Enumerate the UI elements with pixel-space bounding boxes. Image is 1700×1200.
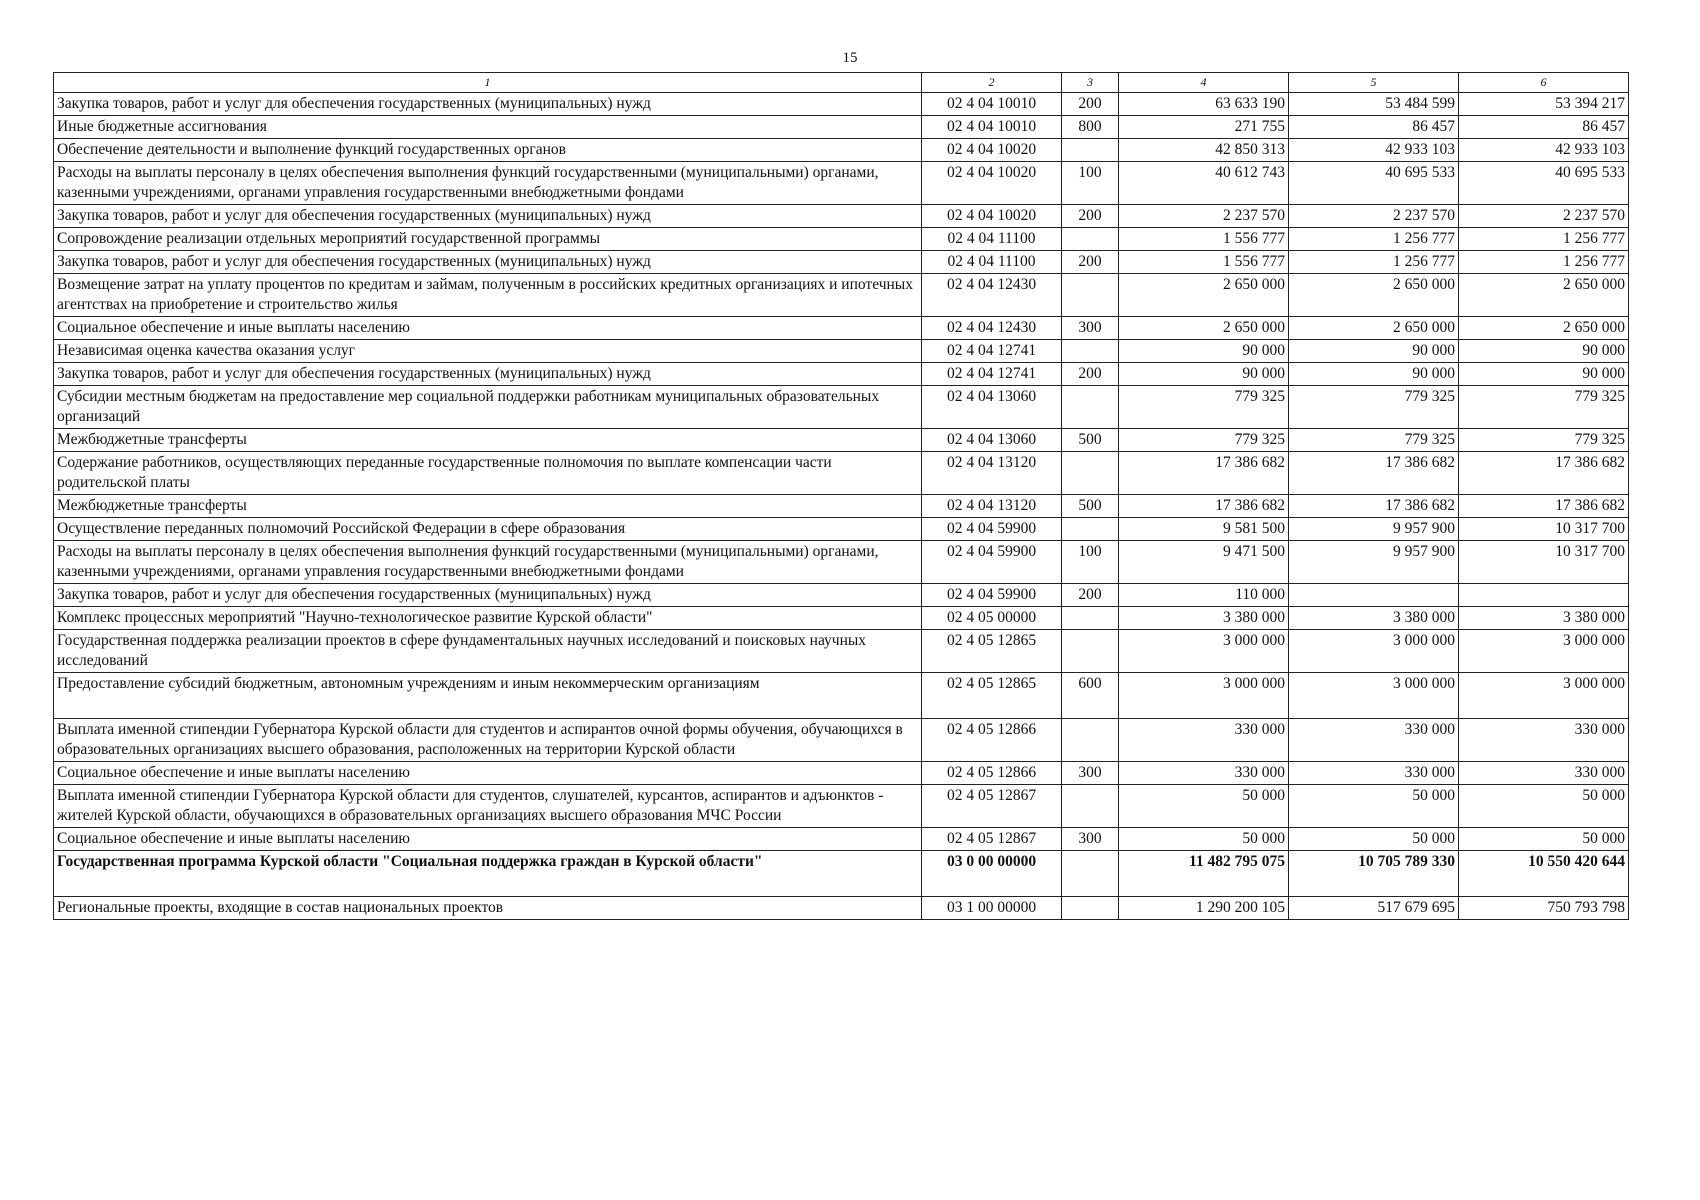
row-expense-type-cell: 300 — [1062, 762, 1119, 785]
row-expense-type-cell — [1062, 785, 1119, 828]
row-code-cell: 02 4 05 12865 — [922, 673, 1062, 719]
row-value-cell-5: 40 695 533 — [1289, 162, 1459, 205]
row-value-cell-6: 2 237 570 — [1459, 205, 1629, 228]
column-number-4: 4 — [1119, 73, 1289, 93]
row-code-cell: 02 4 04 59900 — [922, 584, 1062, 607]
table-row — [54, 630, 1629, 673]
row-code-cell: 02 4 05 12866 — [922, 719, 1062, 762]
row-value-cell-6: 750 793 798 — [1459, 897, 1629, 920]
table-row — [54, 762, 1629, 785]
row-code-cell: 02 4 04 12741 — [922, 363, 1062, 386]
row-value-cell-4: 1 290 200 105 — [1119, 897, 1289, 920]
row-value-cell-4: 3 000 000 — [1119, 673, 1289, 719]
row-expense-type-cell: 200 — [1062, 363, 1119, 386]
row-value-cell-4: 110 000 — [1119, 584, 1289, 607]
row-name-cell: Независимая оценка качества оказания услуг — [54, 340, 922, 363]
row-value-cell-5: 50 000 — [1289, 828, 1459, 851]
row-value-cell-6: 3 380 000 — [1459, 607, 1629, 630]
row-value-cell-6: 40 695 533 — [1459, 162, 1629, 205]
row-name-cell: Иные бюджетные ассигнования — [54, 116, 922, 139]
row-name-cell: Государственная поддержка реализации проектов в сфере фундаментальных научных исследований и поисковых научных исследований — [54, 630, 922, 673]
row-code-cell: 02 4 04 11100 — [922, 228, 1062, 251]
row-value-cell-6: 330 000 — [1459, 762, 1629, 785]
table-row — [54, 518, 1629, 541]
table-row — [54, 251, 1629, 274]
row-value-cell-5: 3 380 000 — [1289, 607, 1459, 630]
table-row — [54, 673, 1629, 719]
table-row — [54, 584, 1629, 607]
row-value-cell-4: 2 650 000 — [1119, 274, 1289, 317]
row-value-cell-6: 10 550 420 644 — [1459, 851, 1629, 897]
table-row — [54, 386, 1629, 429]
row-value-cell-5: 3 000 000 — [1289, 673, 1459, 719]
row-value-cell-6: 1 256 777 — [1459, 228, 1629, 251]
row-value-cell-6: 779 325 — [1459, 386, 1629, 429]
table-row — [54, 205, 1629, 228]
row-code-cell: 03 0 00 00000 — [922, 851, 1062, 897]
row-value-cell-5: 2 650 000 — [1289, 317, 1459, 340]
row-name-cell: Обеспечение деятельности и выполнение функций государственных органов — [54, 139, 922, 162]
row-expense-type-cell: 200 — [1062, 205, 1119, 228]
table-row — [54, 828, 1629, 851]
table-row — [54, 340, 1629, 363]
row-name-cell: Субсидии местным бюджетам на предоставление мер социальной поддержки работникам муниципальных образовательных организаций — [54, 386, 922, 429]
row-value-cell-6: 90 000 — [1459, 363, 1629, 386]
table-row — [54, 897, 1629, 920]
row-value-cell-5: 2 237 570 — [1289, 205, 1459, 228]
row-code-cell: 02 4 04 59900 — [922, 518, 1062, 541]
row-value-cell-4: 42 850 313 — [1119, 139, 1289, 162]
row-value-cell-6: 2 650 000 — [1459, 274, 1629, 317]
column-number-6: 6 — [1459, 73, 1629, 93]
row-code-cell: 02 4 05 12866 — [922, 762, 1062, 785]
row-code-cell: 02 4 04 13060 — [922, 429, 1062, 452]
table-row — [54, 116, 1629, 139]
row-name-cell: Социальное обеспечение и иные выплаты населению — [54, 828, 922, 851]
row-code-cell: 02 4 05 12867 — [922, 828, 1062, 851]
row-value-cell-4: 3 380 000 — [1119, 607, 1289, 630]
column-number-2: 2 — [922, 73, 1062, 93]
row-name-cell: Сопровождение реализации отдельных мероприятий государственной программы — [54, 228, 922, 251]
row-expense-type-cell: 600 — [1062, 673, 1119, 719]
row-name-cell: Выплата именной стипендии Губернатора Курской области для студентов, слушателей, курсантов, аспирантов и адъюнктов - жителей Курской области, обучающихся в образовательных организациях высшего образования МЧС России — [54, 785, 922, 828]
row-expense-type-cell: 100 — [1062, 541, 1119, 584]
row-value-cell-6: 3 000 000 — [1459, 673, 1629, 719]
table-row — [54, 162, 1629, 205]
table-row — [54, 228, 1629, 251]
row-name-cell: Региональные проекты, входящие в состав национальных проектов — [54, 897, 922, 920]
table-row — [54, 429, 1629, 452]
row-code-cell: 02 4 04 12741 — [922, 340, 1062, 363]
row-code-cell: 02 4 04 11100 — [922, 251, 1062, 274]
row-value-cell-4: 90 000 — [1119, 340, 1289, 363]
row-value-cell-4: 90 000 — [1119, 363, 1289, 386]
table-row — [54, 541, 1629, 584]
row-code-cell: 02 4 04 59900 — [922, 541, 1062, 584]
row-name-cell: Социальное обеспечение и иные выплаты населению — [54, 762, 922, 785]
row-expense-type-cell — [1062, 139, 1119, 162]
row-value-cell-5: 330 000 — [1289, 762, 1459, 785]
row-code-cell: 02 4 04 10020 — [922, 139, 1062, 162]
row-name-cell: Закупка товаров, работ и услуг для обеспечения государственных (муниципальных) нужд — [54, 205, 922, 228]
row-value-cell-5: 90 000 — [1289, 363, 1459, 386]
row-value-cell-6: 17 386 682 — [1459, 495, 1629, 518]
row-name-cell: Содержание работников, осуществляющих переданные государственные полномочия по выплате компенсации части родительской платы — [54, 452, 922, 495]
page-number: 15 — [842, 50, 858, 66]
row-expense-type-cell — [1062, 386, 1119, 429]
row-code-cell: 02 4 05 00000 — [922, 607, 1062, 630]
row-name-cell: Возмещение затрат на уплату процентов по кредитам и займам, полученным в российских кредитных организациях и ипотечных агентствах на приобретение и строительство жилья — [54, 274, 922, 317]
row-value-cell-5: 779 325 — [1289, 386, 1459, 429]
row-expense-type-cell — [1062, 897, 1119, 920]
row-value-cell-5: 42 933 103 — [1289, 139, 1459, 162]
table-row — [54, 274, 1629, 317]
row-expense-type-cell: 300 — [1062, 317, 1119, 340]
row-value-cell-5: 9 957 900 — [1289, 518, 1459, 541]
row-value-cell-6: 90 000 — [1459, 340, 1629, 363]
row-name-cell: Закупка товаров, работ и услуг для обеспечения государственных (муниципальных) нужд — [54, 363, 922, 386]
row-name-cell: Выплата именной стипендии Губернатора Курской области для студентов и аспирантов очной формы обучения, обучающихся в образовательных организациях высшего образования, расположенных на территории Курской области — [54, 719, 922, 762]
row-value-cell-5: 17 386 682 — [1289, 495, 1459, 518]
row-value-cell-4: 271 755 — [1119, 116, 1289, 139]
row-expense-type-cell: 200 — [1062, 251, 1119, 274]
row-value-cell-5: 1 256 777 — [1289, 251, 1459, 274]
row-code-cell: 02 4 04 13060 — [922, 386, 1062, 429]
row-value-cell-6: 53 394 217 — [1459, 93, 1629, 116]
table-header-row — [54, 73, 1629, 93]
table-row — [54, 93, 1629, 116]
column-number-1: 1 — [54, 73, 922, 93]
row-value-cell-4: 3 000 000 — [1119, 630, 1289, 673]
row-expense-type-cell — [1062, 274, 1119, 317]
row-name-cell: Расходы на выплаты персоналу в целях обеспечения выполнения функций государственными (муниципальными) органами, казенными учреждениями, органами управления государственными внебюджетными фондами — [54, 541, 922, 584]
row-value-cell-4: 40 612 743 — [1119, 162, 1289, 205]
row-value-cell-6: 50 000 — [1459, 828, 1629, 851]
row-name-cell: Социальное обеспечение и иные выплаты населению — [54, 317, 922, 340]
row-expense-type-cell — [1062, 851, 1119, 897]
row-code-cell: 02 4 04 10020 — [922, 162, 1062, 205]
row-expense-type-cell — [1062, 518, 1119, 541]
row-name-cell: Предоставление субсидий бюджетным, автономным учреждениям и иным некоммерческим организациям — [54, 673, 922, 719]
table-row — [54, 363, 1629, 386]
row-code-cell: 02 4 04 12430 — [922, 317, 1062, 340]
row-name-cell: Государственная программа Курской области "Социальная поддержка граждан в Курской области" — [54, 851, 922, 897]
row-value-cell-5: 3 000 000 — [1289, 630, 1459, 673]
row-code-cell: 03 1 00 00000 — [922, 897, 1062, 920]
row-code-cell: 02 4 04 13120 — [922, 452, 1062, 495]
row-name-cell: Расходы на выплаты персоналу в целях обеспечения выполнения функций государственными (муниципальными) органами, казенными учреждениями, органами управления государственными внебюджетными фондами — [54, 162, 922, 205]
row-expense-type-cell — [1062, 630, 1119, 673]
table-row — [54, 785, 1629, 828]
row-value-cell-4: 17 386 682 — [1119, 495, 1289, 518]
row-code-cell: 02 4 04 12430 — [922, 274, 1062, 317]
row-value-cell-6 — [1459, 584, 1629, 607]
row-value-cell-5: 17 386 682 — [1289, 452, 1459, 495]
row-value-cell-4: 50 000 — [1119, 785, 1289, 828]
table-row — [54, 317, 1629, 340]
row-value-cell-6: 42 933 103 — [1459, 139, 1629, 162]
row-value-cell-4: 779 325 — [1119, 386, 1289, 429]
row-name-cell: Закупка товаров, работ и услуг для обеспечения государственных (муниципальных) нужд — [54, 251, 922, 274]
row-value-cell-6: 330 000 — [1459, 719, 1629, 762]
row-code-cell: 02 4 04 10010 — [922, 93, 1062, 116]
row-expense-type-cell: 300 — [1062, 828, 1119, 851]
row-value-cell-6: 50 000 — [1459, 785, 1629, 828]
table-row — [54, 139, 1629, 162]
row-value-cell-6: 779 325 — [1459, 429, 1629, 452]
table-row — [54, 607, 1629, 630]
row-value-cell-4: 17 386 682 — [1119, 452, 1289, 495]
table-row — [54, 452, 1629, 495]
row-name-cell: Межбюджетные трансферты — [54, 429, 922, 452]
row-expense-type-cell: 500 — [1062, 429, 1119, 452]
row-code-cell: 02 4 05 12867 — [922, 785, 1062, 828]
row-name-cell: Межбюджетные трансферты — [54, 495, 922, 518]
row-value-cell-5: 9 957 900 — [1289, 541, 1459, 584]
row-expense-type-cell: 200 — [1062, 584, 1119, 607]
budget-table — [53, 72, 1629, 920]
column-number-3: 3 — [1062, 73, 1119, 93]
row-code-cell: 02 4 04 13120 — [922, 495, 1062, 518]
row-code-cell: 02 4 05 12865 — [922, 630, 1062, 673]
row-value-cell-4: 2 650 000 — [1119, 317, 1289, 340]
row-value-cell-4: 1 556 777 — [1119, 251, 1289, 274]
row-expense-type-cell — [1062, 719, 1119, 762]
row-value-cell-6: 1 256 777 — [1459, 251, 1629, 274]
row-expense-type-cell — [1062, 607, 1119, 630]
row-value-cell-5: 86 457 — [1289, 116, 1459, 139]
row-value-cell-5 — [1289, 584, 1459, 607]
table-row — [54, 495, 1629, 518]
table-row — [54, 851, 1629, 897]
row-value-cell-4: 9 581 500 — [1119, 518, 1289, 541]
row-expense-type-cell — [1062, 452, 1119, 495]
row-expense-type-cell: 200 — [1062, 93, 1119, 116]
row-value-cell-5: 1 256 777 — [1289, 228, 1459, 251]
row-expense-type-cell — [1062, 228, 1119, 251]
row-value-cell-4: 50 000 — [1119, 828, 1289, 851]
row-value-cell-4: 63 633 190 — [1119, 93, 1289, 116]
row-value-cell-4: 779 325 — [1119, 429, 1289, 452]
row-code-cell: 02 4 04 10010 — [922, 116, 1062, 139]
row-value-cell-4: 330 000 — [1119, 719, 1289, 762]
row-value-cell-6: 2 650 000 — [1459, 317, 1629, 340]
row-value-cell-5: 50 000 — [1289, 785, 1459, 828]
row-value-cell-5: 90 000 — [1289, 340, 1459, 363]
row-expense-type-cell: 800 — [1062, 116, 1119, 139]
column-number-5: 5 — [1289, 73, 1459, 93]
row-value-cell-5: 779 325 — [1289, 429, 1459, 452]
row-expense-type-cell: 100 — [1062, 162, 1119, 205]
row-value-cell-4: 1 556 777 — [1119, 228, 1289, 251]
row-value-cell-6: 10 317 700 — [1459, 541, 1629, 584]
row-expense-type-cell — [1062, 340, 1119, 363]
row-value-cell-5: 517 679 695 — [1289, 897, 1459, 920]
row-name-cell: Комплекс процессных мероприятий "Научно-технологическое развитие Курской области" — [54, 607, 922, 630]
row-name-cell: Осуществление переданных полномочий Российской Федерации в сфере образования — [54, 518, 922, 541]
row-code-cell: 02 4 04 10020 — [922, 205, 1062, 228]
row-name-cell: Закупка товаров, работ и услуг для обеспечения государственных (муниципальных) нужд — [54, 584, 922, 607]
row-expense-type-cell: 500 — [1062, 495, 1119, 518]
row-value-cell-4: 2 237 570 — [1119, 205, 1289, 228]
row-value-cell-6: 86 457 — [1459, 116, 1629, 139]
row-value-cell-5: 2 650 000 — [1289, 274, 1459, 317]
row-value-cell-5: 53 484 599 — [1289, 93, 1459, 116]
row-value-cell-6: 17 386 682 — [1459, 452, 1629, 495]
row-value-cell-6: 3 000 000 — [1459, 630, 1629, 673]
row-value-cell-4: 11 482 795 075 — [1119, 851, 1289, 897]
row-value-cell-5: 330 000 — [1289, 719, 1459, 762]
row-value-cell-4: 330 000 — [1119, 762, 1289, 785]
row-value-cell-4: 9 471 500 — [1119, 541, 1289, 584]
row-name-cell: Закупка товаров, работ и услуг для обеспечения государственных (муниципальных) нужд — [54, 93, 922, 116]
row-value-cell-5: 10 705 789 330 — [1289, 851, 1459, 897]
table-row — [54, 719, 1629, 762]
row-value-cell-6: 10 317 700 — [1459, 518, 1629, 541]
